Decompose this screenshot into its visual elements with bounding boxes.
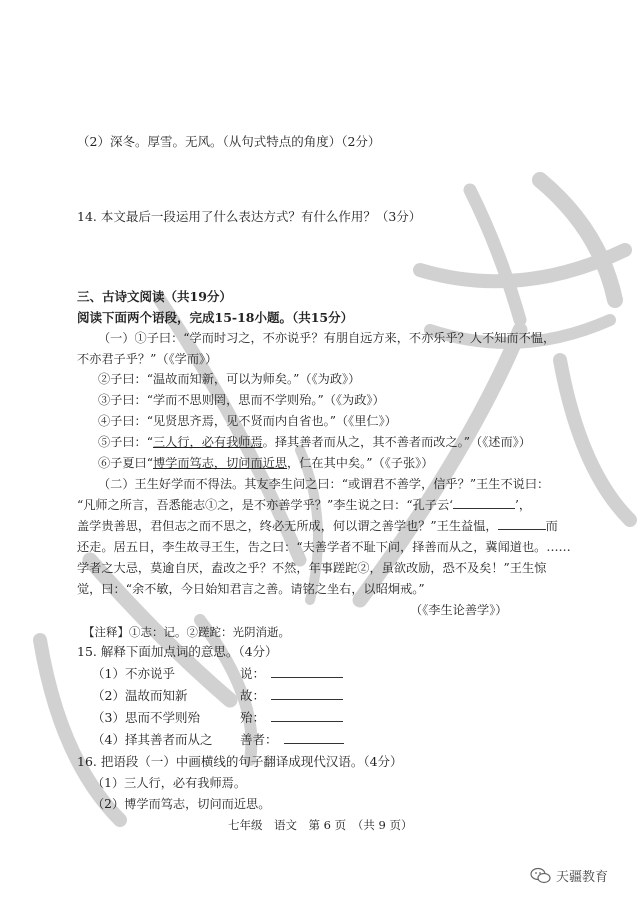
passage1-line6: [98, 433, 531, 450]
passage1-line4: ③子曰：“学而不思则罔，思而不学则殆。”（《为政》）: [98, 393, 385, 407]
passage2-line2-end: ’，: [515, 498, 532, 512]
question-15-title: 15. 解释下面加点词的意思。（4分）: [77, 644, 278, 659]
section-3-title: 三、古诗文阅读（共19分）: [77, 289, 232, 304]
quote-blank[interactable]: [453, 498, 515, 509]
q15-word-1: 说：: [240, 666, 266, 681]
q13-part2: （2）深冬。厚雪。无风。（从句式特点的角度）（2分）: [77, 134, 381, 149]
passage2-line2: [77, 496, 531, 513]
q16-sentence-1: （1）三人行，必有我师焉。: [92, 776, 247, 790]
line7-suffix: ，仁在其中矣。”（《子张》）: [287, 456, 434, 470]
page-footer: 七年级 语文 第 6 页 （共 9 页）: [228, 818, 413, 832]
q16-sentence-2: （2）博学而笃志，切问而近思。: [92, 797, 271, 811]
q15-item-4: （4）择其善者而从之: [92, 732, 213, 747]
q15-answer-1: [240, 664, 343, 682]
brand-name: 天疆教育: [556, 870, 609, 885]
q15-answer-4: [240, 730, 344, 748]
q15-answer-3: [240, 708, 343, 726]
q15-word-4: 善者：: [240, 732, 278, 747]
answer-blank-1[interactable]: [271, 667, 343, 678]
passage2-line1: （二）王生好学而不得法。其友李生问之曰：“或谓君不善学，信乎？”王生不说曰：: [98, 477, 550, 491]
q15-word-3: 殆：: [240, 710, 266, 725]
passage1-line7: [98, 454, 433, 471]
footnote: 【注释】①志：记。②蹉跎：光阴消逝。: [83, 625, 290, 639]
question-14: 14. 本文最后一段运用了什么表达方式？有什么作用？（3分）: [77, 209, 422, 224]
passage2-line2-text: “凡师之所言，吾悉能志①之，是不亦善学乎？”李生说之曰：“孔子云‘: [77, 498, 454, 512]
passage1-line5: ④子曰：“见贤思齐焉，见不贤而内自省也。”（《里仁》）: [98, 414, 397, 428]
underlined-sentence-2: 博学而笃志，切问而近思: [152, 456, 288, 470]
line6-prefix: ⑤子曰：“: [98, 435, 153, 449]
q15-item-2: （2）温故而知新: [92, 688, 188, 703]
fill-blank[interactable]: [498, 519, 546, 530]
q15-item-1: （1）不亦说乎: [92, 666, 175, 681]
wechat-icon: [530, 867, 552, 885]
line6-suffix: 。择其善者而从之，其不善者而改之。”（《述而》）: [262, 435, 531, 449]
answer-blank-4[interactable]: [284, 733, 344, 744]
passage2-source: （《李生论善学》）: [410, 603, 508, 617]
passage2-line3-end: 而: [545, 519, 558, 533]
passage1-line3: ②子曰：“温故而知新，可以为师矣。”（《为政》）: [98, 372, 361, 386]
passage1-line1: （一）①子曰：“学而时习之，不亦说乎？有朋自远方来，不亦乐乎？人不知而不愠，: [98, 331, 556, 345]
line7-prefix: ⑥子夏曰“: [98, 456, 153, 470]
passage2-line3: [77, 517, 558, 534]
answer-blank-3[interactable]: [271, 711, 343, 722]
passage2-line5: 学者之大忌，莫逾自厌，盍改之乎？不然，年事蹉跎②，虽欲改励，恐不及矣！”王生惊: [77, 561, 547, 575]
passage1-line2: 不亦君子乎？”（《学而》）: [77, 352, 218, 366]
q15-answer-2: [240, 686, 343, 704]
q15-item-3: （3）思而不学则殆: [92, 710, 200, 725]
passage2-line4: 还走。居五日，李生故寻王生，告之曰：“夫善学者不耻下问，择善而从之，冀闻道也。……: [77, 540, 571, 554]
passage2-line6: 觉，曰：“余不敏，今日始知君言之善。请铭之坐右，以昭炯戒。”: [77, 582, 425, 596]
brand-mark: [530, 866, 608, 885]
question-16-title: 16. 把语段（一）中画横线的句子翻译成现代汉语。（4分）: [77, 754, 403, 769]
q15-word-2: 故：: [240, 688, 266, 703]
underlined-sentence-1: 三人行，必有我师焉: [152, 435, 263, 449]
reading-instruction: 阅读下面两个语段，完成15-18小题。（共15分）: [77, 310, 354, 325]
answer-blank-2[interactable]: [271, 689, 343, 700]
passage2-line3-text: 盖学贵善思，君但志之而不思之，终必无所成，何以谓之善学也？”王生益愠，: [77, 519, 498, 533]
